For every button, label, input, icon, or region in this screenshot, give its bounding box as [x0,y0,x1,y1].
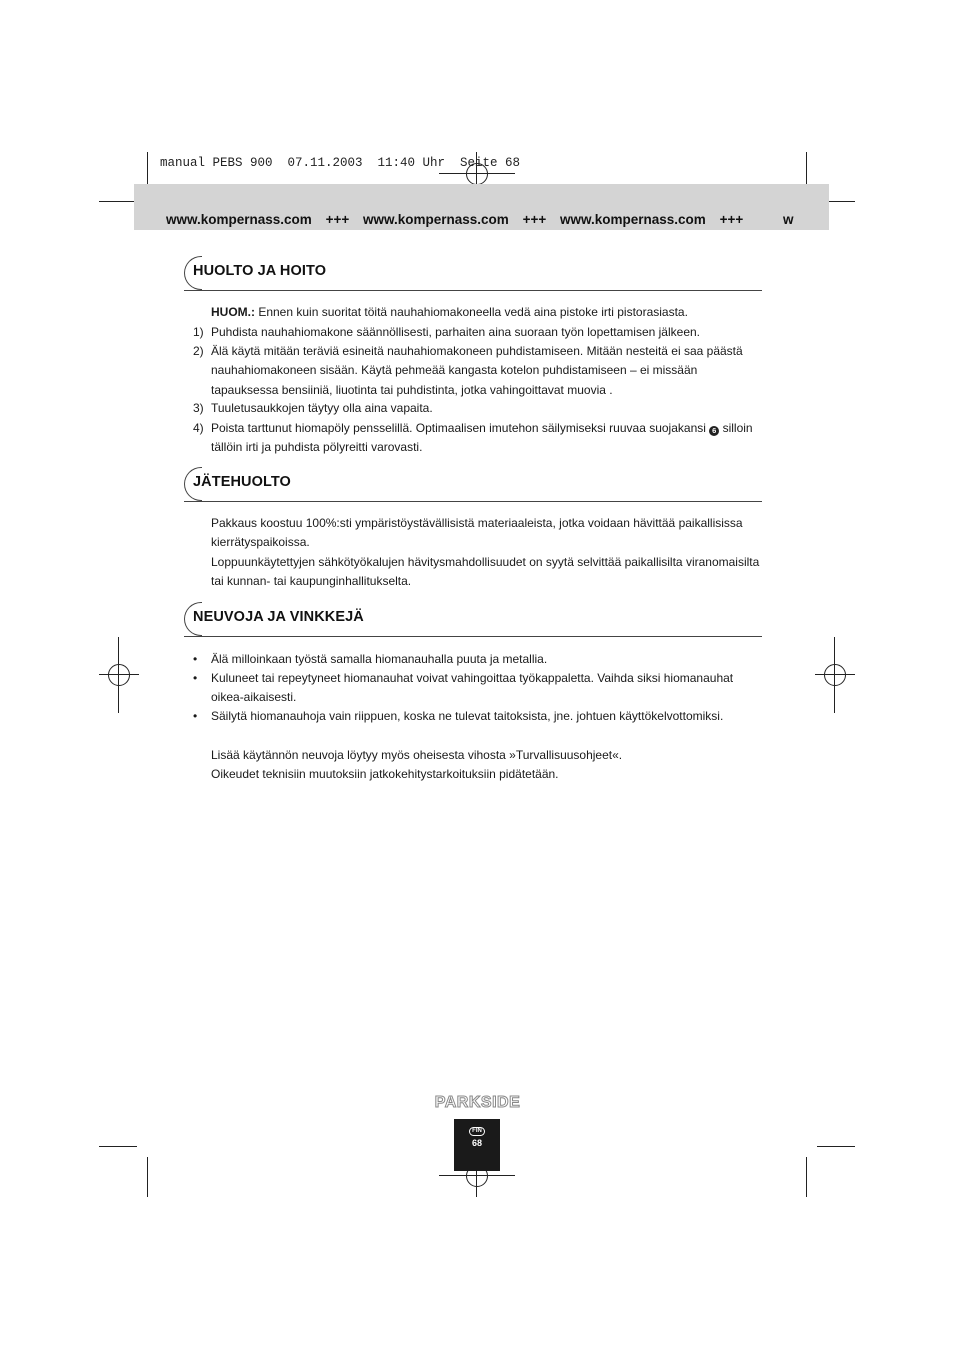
header-band-text [166,212,829,227]
bullet-text: Älä milloinkaan työstä samalla hiomanauhalla puuta ja metallia. [211,652,548,666]
bullet-icon: • [193,671,198,685]
parkside-logo: PARKSIDE [434,1094,521,1111]
list-item-text [211,419,763,458]
registration-mark-right-h [815,674,855,675]
list-item-number: 3) [193,401,204,415]
header-url-4-partial: w [783,212,794,227]
list-item-text: Tuuletusaukkojen täytyy olla aina vapaita. [211,401,433,415]
list-item-number: 2) [193,344,204,358]
paragraph: Pakkaus koostuu 100%:sti ympäristöystävällisistä materiaaleista, jotka voidaan hävittää paikallisissa kierrätyspaikoissa. [211,516,743,550]
crop-mark-bottom-right-h [817,1146,855,1147]
closing-paragraph: Oikeudet teknisiin muutoksiin jatkokehitystarkoituksiin pidätetään. [211,767,559,781]
language-badge: FIN [469,1127,485,1136]
registration-mark-left-v [118,637,119,713]
header-sep-2: +++ [522,212,547,227]
list-item-text-after: silloin tällöin irti ja puhdista pölyreitti varovasti. [211,421,753,455]
registration-mark-top-h [439,173,515,174]
header-sep-1: +++ [325,212,350,227]
section-heading-huolto [184,256,762,291]
print-slug: manual PEBS 900 07.11.2003 11:40 Uhr Seite 68 [160,156,521,170]
crop-mark-bottom-right-v [806,1157,807,1197]
registration-mark-right [824,664,846,686]
paragraph: Loppuunkäytettyjen sähkötyökalujen hävitysmahdollisuudet on syytä selvittää paikallisilta viranomaisilta tai kunnan- tai kaupunginhallitukselta. [211,555,760,589]
bullet-icon: • [193,652,198,666]
registration-mark-left [108,664,130,686]
bullet-text: Säilytä hiomanauhoja vain riippuen, koska ne tulevat taitoksista, jne. johtuen käyttökelvottomiksi. [211,709,724,723]
list-item-text-before: Poista tarttunut hiomapöly pensselillä. Optimaalisen imutehon säilymiseksi ruuvaa suojakansi [211,421,710,435]
registration-mark-left-h [99,674,139,675]
header-url-1: www.kompernass.com [166,212,312,227]
crop-mark-top-left-h [99,201,137,202]
list-item-text: Puhdista nauhahiomakone säännöllisesti, parhaiten aina suoraan työn lopettamisen jälkeen. [211,325,700,339]
section-title: HUOLTO JA HOITO [193,263,327,279]
part-reference-badge: 6 [709,426,719,436]
note-label: HUOM.: [211,305,255,319]
crop-mark-bottom-left-v [147,1157,148,1197]
header-url-2: www.kompernass.com [363,212,509,227]
list-item-number: 1) [193,325,204,339]
section-title: JÄTEHUOLTO [193,474,291,490]
header-sep-3: +++ [719,212,744,227]
closing-paragraph: Lisää käytännön neuvoja löytyy myös oheisesta vihosta »Turvallisuusohjeet«. [211,748,623,762]
header-url-3: www.kompernass.com [560,212,706,227]
note-paragraph [211,303,763,322]
note-text: Ennen kuin suoritat töitä nauhahiomakoneella vedä aina pistoke irti pistorasiasta. [255,305,688,319]
registration-mark-bottom-h [439,1175,515,1176]
section-heading-jatehuolto [184,467,762,502]
list-item-text: Älä käytä mitään teräviä esineitä nauhahiomakoneen puhdistamiseen. Mitään nesteitä ei saa päästä nauhahiomakoneen sisään. Käytä pehmeää kangasta kotelon puhdistamiseen – ei missään tapauksessa bensiiniä, liuotinta tai puhdistinta, jotka vahingoittavat muovia . [211,344,743,397]
bullet-icon: • [193,709,198,723]
page-number-box [454,1119,500,1171]
section-title: NEUVOJA JA VINKKEJÄ [193,609,364,625]
page-number: 68 [471,1138,482,1148]
crop-mark-bottom-left-h [99,1146,137,1147]
bullet-text: Kuluneet tai repeytyneet hiomanauhat voivat vahingoittaa työkappaletta. Vaihda siksi hiomanauhat oikea-aikaisesti. [211,671,734,705]
section-heading-neuvoja [184,602,762,637]
registration-mark-right-v [834,637,835,713]
list-item-number: 4) [193,421,204,435]
